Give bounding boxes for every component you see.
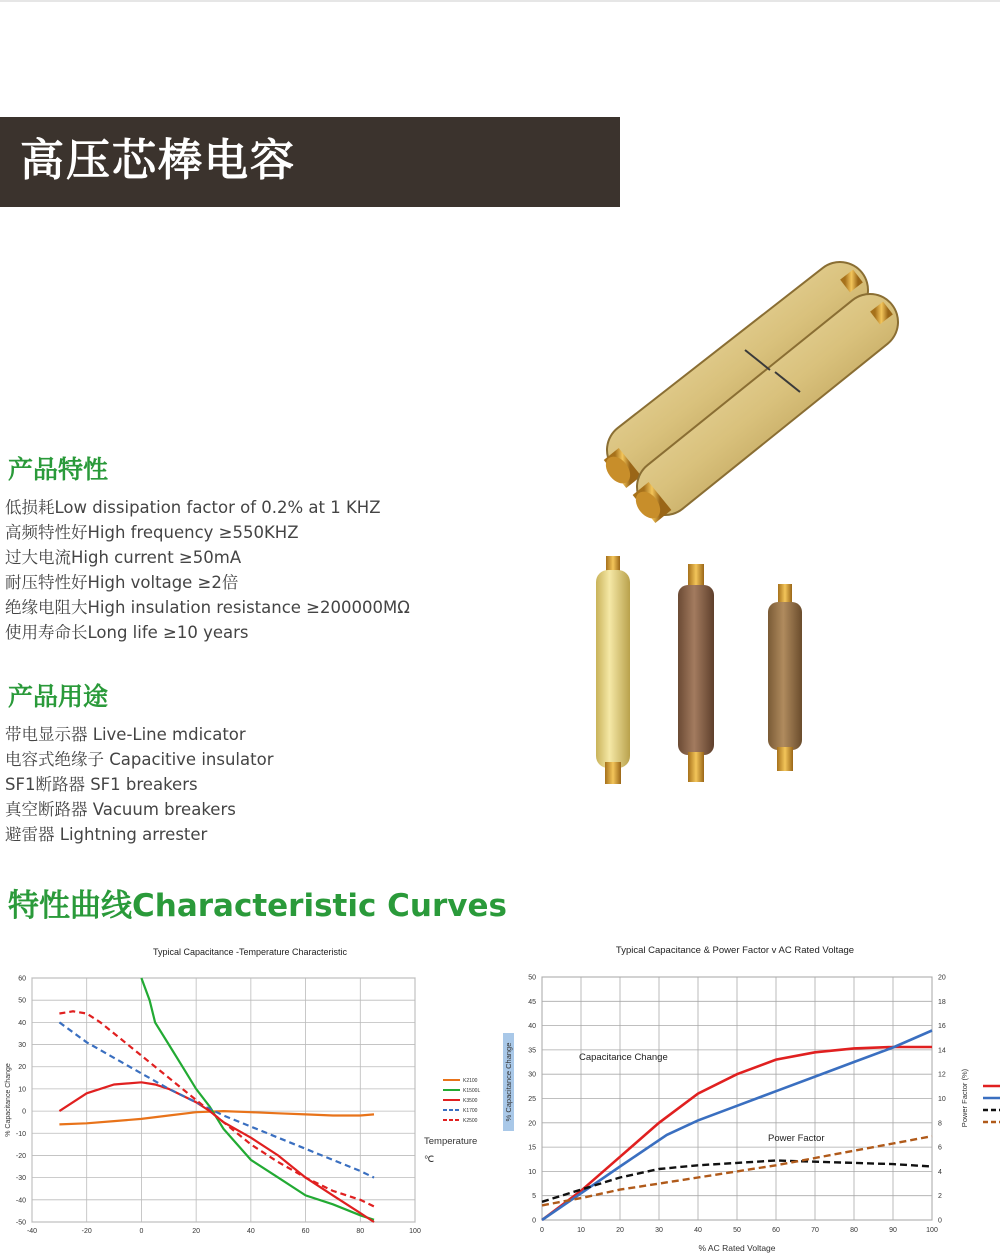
- y-axis-label: % Capacitance Change: [504, 1042, 513, 1122]
- y-tick-label: 40: [18, 1019, 26, 1027]
- y2-tick-label: 20: [938, 974, 946, 982]
- applications-list: [5, 722, 273, 847]
- x-tick-label: 40: [246, 1228, 255, 1235]
- y-tick-label: 10: [18, 1086, 26, 1094]
- page-title: 高压芯棒电容: [20, 135, 296, 186]
- feature-item: 使用寿命长Long life ≥10 years: [5, 623, 249, 642]
- y2-tick-label: 6: [938, 1144, 942, 1152]
- y2-tick-label: 14: [938, 1047, 946, 1055]
- y-tick-label: 60: [18, 975, 26, 983]
- y-tick-label: 50: [528, 974, 536, 982]
- x-tick-label: 30: [655, 1227, 663, 1234]
- capacitance-power-factor-chart: [495, 938, 1000, 1255]
- y2-tick-label: 4: [938, 1168, 942, 1176]
- y-tick-label: 0: [532, 1217, 536, 1225]
- y-tick-label: 40: [528, 1023, 536, 1031]
- yellow-capacitor: [596, 556, 630, 784]
- legend-label: K2100: [463, 1078, 478, 1084]
- chart-title: Typical Capacitance & Power Factor v AC Rated Voltage: [615, 945, 855, 956]
- side-label: Temperature: [424, 1136, 478, 1147]
- y2-tick-label: 0: [938, 1217, 942, 1225]
- y-tick-label: 10: [528, 1168, 536, 1176]
- y2-tick-label: 2: [938, 1193, 942, 1201]
- legend-label: K3500: [463, 1098, 478, 1104]
- x-tick-label: -20: [81, 1228, 92, 1235]
- y2-tick-label: 16: [938, 1023, 946, 1031]
- y-tick-label: -20: [15, 1152, 26, 1160]
- x-tick-label: 80: [850, 1227, 858, 1234]
- x-tick-label: 60: [301, 1228, 310, 1235]
- x-tick-label: 20: [616, 1227, 624, 1234]
- x-tick-label: 80: [356, 1228, 365, 1235]
- y-tick-label: -40: [15, 1197, 26, 1205]
- x-tick-label: 0: [540, 1227, 544, 1234]
- y2-tick-label: 8: [938, 1120, 942, 1128]
- features-list: [5, 495, 410, 645]
- annotation-power-factor: Power Factor: [768, 1133, 825, 1144]
- top-divider: [0, 0, 1000, 2]
- y-tick-label: 25: [528, 1096, 536, 1103]
- application-item: SF1断路器 SF1 breakers: [5, 775, 198, 794]
- y-tick-label: 5: [532, 1193, 536, 1201]
- side-label: ℃: [424, 1154, 435, 1164]
- x-tick-label: 100: [926, 1227, 938, 1234]
- annotation-capacitance: Capacitance Change: [579, 1052, 668, 1063]
- y-tick-label: 15: [528, 1144, 536, 1152]
- title-banner: [0, 117, 620, 207]
- application-item: 真空断路器 Vacuum breakers: [5, 800, 236, 819]
- y-tick-label: 20: [18, 1064, 26, 1072]
- feature-item: 低损耗Low dissipation factor of 0.2% at 1 KHZ: [5, 498, 381, 517]
- legend-label: K1500L: [463, 1088, 481, 1094]
- capacitance-temperature-chart: [0, 940, 495, 1240]
- y-tick-label: -10: [15, 1130, 26, 1138]
- legend-label: K2500: [463, 1118, 478, 1124]
- x-tick-label: 100: [409, 1228, 421, 1235]
- application-item: 电容式绝缘子 Capacitive insulator: [5, 750, 274, 769]
- y-tick-label: 35: [528, 1047, 536, 1055]
- y2-tick-label: 12: [938, 1071, 946, 1079]
- application-item: 避雷器 Lightning arrester: [5, 825, 208, 844]
- x-tick-label: 0: [139, 1228, 144, 1235]
- x-tick-label: 90: [889, 1227, 897, 1234]
- product-photos: [560, 250, 1000, 790]
- y2-tick-label: 10: [938, 1096, 946, 1103]
- y-tick-label: 20: [528, 1120, 536, 1128]
- y-tick-label: -50: [15, 1219, 26, 1227]
- application-item: 带电显示器 Live-Line mdicator: [5, 725, 246, 744]
- x-axis-label: % AC Rated Voltage: [698, 1243, 776, 1253]
- curves-heading: 特性曲线Characteristic Curves: [8, 888, 507, 924]
- x-tick-label: 10: [577, 1227, 585, 1234]
- features-heading: 产品特性: [8, 455, 109, 484]
- y-tick-label: 0: [22, 1108, 26, 1116]
- y-tick-label: -30: [15, 1175, 26, 1183]
- applications-heading: 产品用途: [8, 682, 109, 711]
- x-tick-label: 40: [694, 1227, 702, 1234]
- y-tick-label: 30: [18, 1042, 26, 1050]
- feature-item: 过大电流High current ≥50mA: [5, 548, 242, 567]
- chart-title: Typical Capacitance -Temperature Characteristic: [152, 947, 348, 957]
- x-tick-label: -40: [26, 1228, 38, 1235]
- y-tick-label: 50: [18, 997, 26, 1005]
- legend-label: K1700: [463, 1108, 478, 1114]
- y-tick-label: 30: [528, 1071, 536, 1079]
- y2-tick-label: 18: [938, 998, 946, 1006]
- x-tick-label: 50: [733, 1227, 741, 1234]
- x-tick-label: 60: [772, 1227, 780, 1234]
- feature-item: 绝缘电阻大High insulation resistance ≥200000MΩ: [5, 598, 410, 617]
- x-tick-label: 70: [811, 1227, 819, 1234]
- tan-capacitor: [768, 584, 802, 771]
- x-tick-label: 20: [192, 1228, 201, 1235]
- feature-item: 耐压特性好High voltage ≥2倍: [5, 573, 239, 592]
- y-tick-label: 45: [528, 998, 536, 1006]
- y-axis-label: % Capacitance Change: [5, 1063, 12, 1137]
- feature-item: 高频特性好High frequency ≥550KHZ: [5, 523, 299, 542]
- y2-axis-label: Power Factor (%): [960, 1068, 969, 1128]
- brown-capacitor: [678, 564, 714, 782]
